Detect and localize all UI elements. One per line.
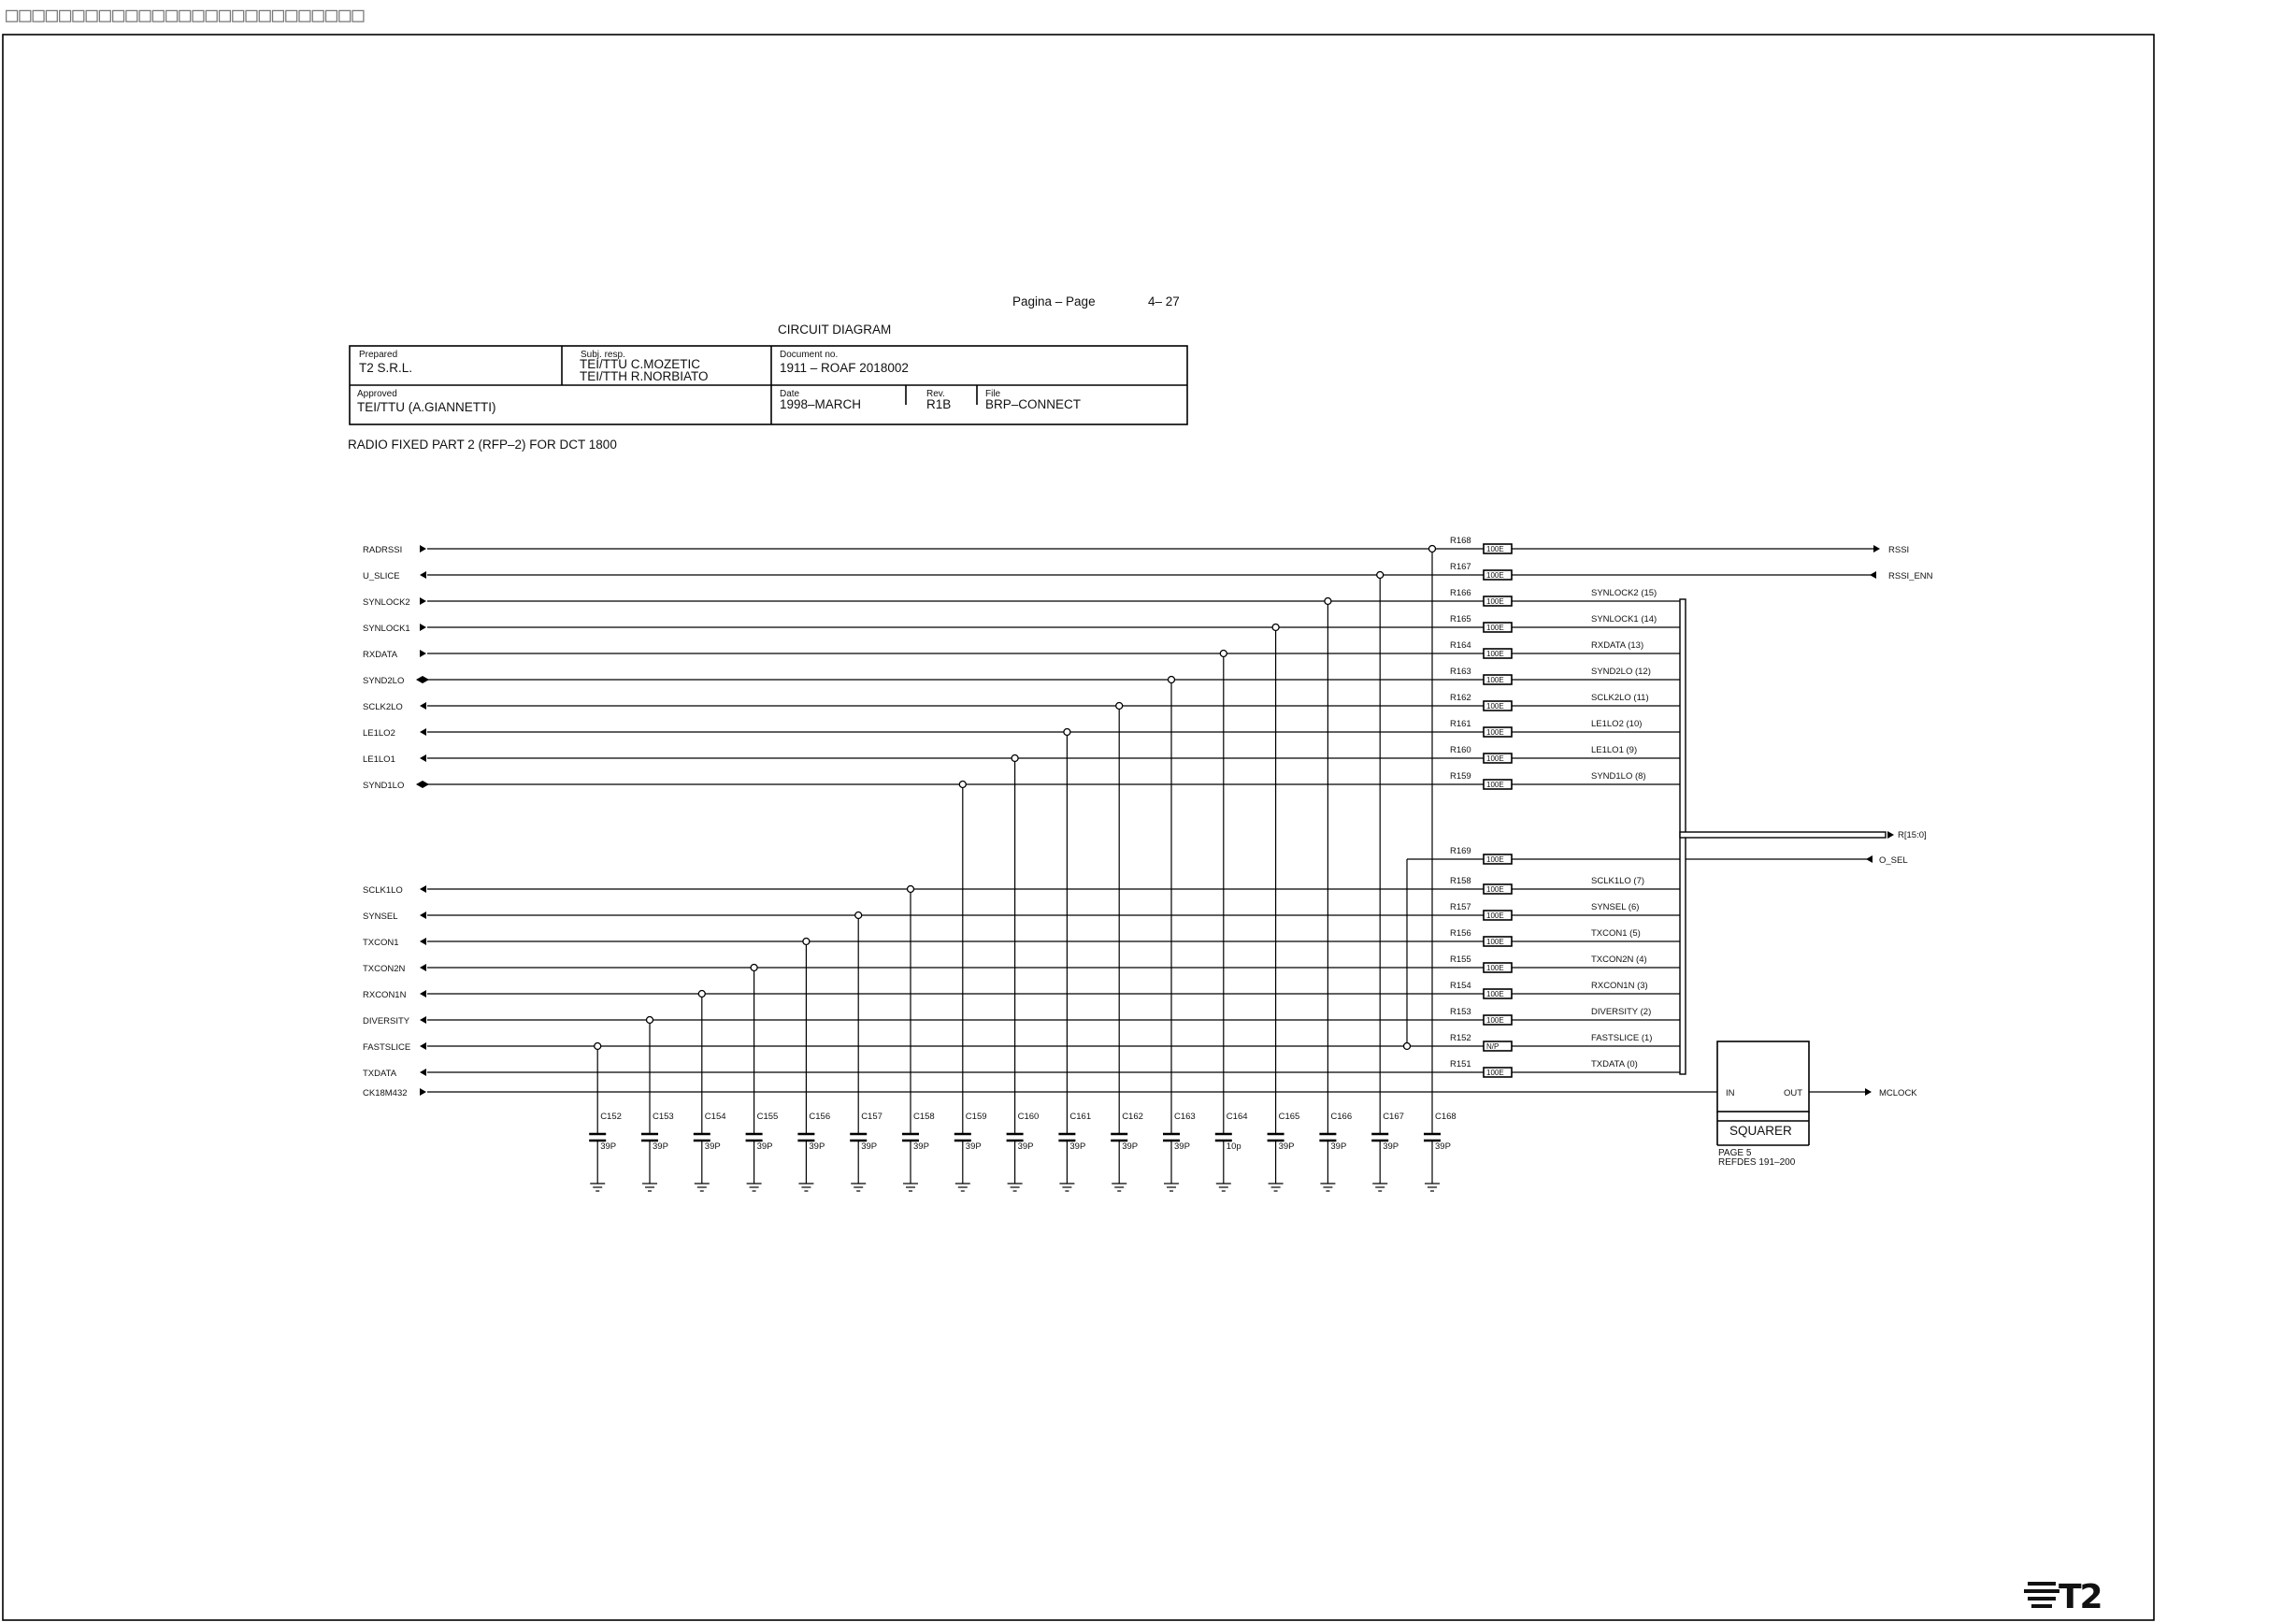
bus-label-txdata: TXDATA (0) bbox=[1591, 1059, 1638, 1069]
cap-ref-c162: C162 bbox=[1122, 1112, 1143, 1122]
junction-r169 bbox=[1404, 1043, 1411, 1050]
resistor-ref-r162: R162 bbox=[1450, 693, 1471, 703]
junction-c162 bbox=[1116, 703, 1123, 710]
resistor-ref-r156: R156 bbox=[1450, 928, 1471, 939]
resistor-ref-r154: R154 bbox=[1450, 981, 1471, 991]
cap-value-c163: 39P bbox=[1174, 1141, 1190, 1152]
bus-label-synd2lo: SYND2LO (12) bbox=[1591, 667, 1651, 677]
arrow-rxcon1n bbox=[420, 990, 426, 998]
junction-c167 bbox=[1377, 572, 1384, 579]
cap-ref-c155: C155 bbox=[756, 1112, 779, 1122]
net-label-rxcon1n: RXCON1N bbox=[363, 990, 407, 1000]
arrow-mclock bbox=[1865, 1088, 1872, 1096]
resistor-value-r164: 100E bbox=[1486, 650, 1504, 658]
cap-value-c165: 39P bbox=[1278, 1141, 1295, 1152]
squarer-in: IN bbox=[1726, 1088, 1735, 1098]
t2-logo bbox=[2024, 1578, 2102, 1616]
cap-value-c155: 39P bbox=[756, 1141, 773, 1152]
file-value: BRP–CONNECT bbox=[985, 397, 1082, 411]
resistor-value-r166: 100E bbox=[1486, 597, 1504, 606]
cap-ref-c161: C161 bbox=[1069, 1112, 1092, 1122]
junction-c160 bbox=[1012, 755, 1018, 762]
cap-value-c168: 39P bbox=[1435, 1141, 1451, 1152]
arrow-sclk1lo bbox=[420, 885, 426, 893]
net-label-le1lo2: LE1LO2 bbox=[363, 728, 395, 739]
resistor-value-r169: 100E bbox=[1486, 855, 1504, 864]
page-number: 4– 27 bbox=[1148, 294, 1180, 309]
net-label-synlock2: SYNLOCK2 bbox=[363, 597, 410, 608]
arrow-diversity bbox=[420, 1016, 426, 1024]
arrow-rssi_enn bbox=[1870, 571, 1876, 579]
port-rssi: RSSI bbox=[1888, 545, 1910, 555]
bus-label-rxcon1n: RXCON1N (3) bbox=[1591, 981, 1648, 991]
resistor-ref-r169: R169 bbox=[1450, 846, 1471, 856]
arrow-rxdata bbox=[420, 650, 426, 657]
net-label-synd1lo: SYND1LO bbox=[363, 781, 405, 791]
resistor-ref-r157: R157 bbox=[1450, 902, 1471, 912]
resistor-value-r156: 100E bbox=[1486, 938, 1504, 946]
junction-c168 bbox=[1429, 546, 1436, 553]
resistor-value-r160: 100E bbox=[1486, 754, 1504, 763]
junction-c157 bbox=[855, 912, 862, 919]
net-label-synlock1: SYNLOCK1 bbox=[363, 624, 410, 634]
arrow-synlock2 bbox=[420, 597, 426, 605]
cap-ref-c164: C164 bbox=[1226, 1112, 1248, 1122]
cap-value-c162: 39P bbox=[1122, 1141, 1139, 1152]
cap-ref-c156: C156 bbox=[809, 1112, 831, 1122]
arrow-bus-out bbox=[1887, 831, 1894, 839]
cap-ref-c165: C165 bbox=[1278, 1112, 1300, 1122]
resistor-value-r152: N/P bbox=[1486, 1042, 1500, 1051]
resistor-value-r153: 100E bbox=[1486, 1016, 1504, 1025]
bus-label-synlock2: SYNLOCK2 (15) bbox=[1591, 588, 1657, 598]
page-label: Pagina – Page bbox=[1012, 294, 1096, 309]
squarer-page: PAGE 5 bbox=[1718, 1148, 1752, 1158]
squarer-block bbox=[1717, 1041, 1809, 1168]
net-label-radrssi: RADRSSI bbox=[363, 545, 403, 555]
cap-ref-c166: C166 bbox=[1330, 1112, 1353, 1122]
bus-label-le1lo2: LE1LO2 (10) bbox=[1591, 719, 1643, 729]
schematic-wires bbox=[427, 549, 1873, 1184]
bus-label-txcon1: TXCON1 (5) bbox=[1591, 928, 1641, 939]
resistor-ref-r167: R167 bbox=[1450, 562, 1471, 572]
date-label: Date bbox=[780, 389, 800, 399]
cap-ref-c152: C152 bbox=[600, 1112, 622, 1122]
title-block-title: CIRCUIT DIAGRAM bbox=[778, 323, 892, 337]
junction-c152 bbox=[595, 1043, 601, 1050]
arrow-in-synd1lo bbox=[416, 781, 423, 788]
file-label: File bbox=[985, 389, 1001, 399]
resistor-value-r165: 100E bbox=[1486, 624, 1504, 632]
bus-label-synd1lo: SYND1LO (8) bbox=[1591, 771, 1646, 782]
cap-value-c157: 39P bbox=[861, 1141, 878, 1152]
junction-c158 bbox=[908, 886, 914, 893]
resistor-value-r168: 100E bbox=[1486, 545, 1504, 553]
cap-ref-c160: C160 bbox=[1017, 1112, 1040, 1122]
arrow-txcon2n bbox=[420, 964, 426, 971]
header-strip: □□□□□□□□□□□□□□□□□□□□□□□□□□□ bbox=[6, 4, 366, 27]
arrow-txdata bbox=[420, 1069, 426, 1076]
resistor-value-r151: 100E bbox=[1486, 1069, 1504, 1077]
resistor-value-r161: 100E bbox=[1486, 728, 1504, 737]
junction-c165 bbox=[1272, 624, 1279, 631]
rev-value: R1B bbox=[926, 397, 952, 411]
resistor-ref-r168: R168 bbox=[1450, 536, 1471, 546]
cap-value-c154: 39P bbox=[704, 1141, 721, 1152]
arrow-in-synd2lo bbox=[416, 676, 423, 683]
bus-label-sclk2lo: SCLK2LO (11) bbox=[1591, 693, 1649, 703]
net-label-synsel: SYNSEL bbox=[363, 911, 398, 922]
resistor-value-r163: 100E bbox=[1486, 676, 1504, 684]
resistor-value-r157: 100E bbox=[1486, 911, 1504, 920]
resistor-ref-r158: R158 bbox=[1450, 876, 1471, 886]
diagram-subtitle: RADIO FIXED PART 2 (RFP–2) FOR DCT 1800 bbox=[348, 438, 617, 452]
cap-value-c152: 39P bbox=[600, 1141, 617, 1152]
net-label-fastslice: FASTSLICE bbox=[363, 1042, 411, 1053]
junction-c161 bbox=[1064, 729, 1070, 736]
cap-ref-c158: C158 bbox=[913, 1112, 935, 1122]
arrow-txcon1 bbox=[420, 938, 426, 945]
resistor-value-r167: 100E bbox=[1486, 571, 1504, 580]
arrow-sclk2lo bbox=[420, 702, 426, 710]
junction-c153 bbox=[647, 1017, 653, 1024]
cap-value-c161: 39P bbox=[1069, 1141, 1086, 1152]
net-label-txcon1: TXCON1 bbox=[363, 938, 399, 948]
net-label-sclk1lo: SCLK1LO bbox=[363, 885, 403, 896]
resistor-value-r158: 100E bbox=[1486, 885, 1504, 894]
cap-value-c164: 10p bbox=[1226, 1141, 1241, 1152]
junction-c163 bbox=[1169, 677, 1175, 683]
resistor-ref-r160: R160 bbox=[1450, 745, 1471, 755]
docno-label: Document no. bbox=[780, 350, 839, 360]
resistor-ref-r161: R161 bbox=[1450, 719, 1471, 729]
bus-label-le1lo1: LE1LO1 (9) bbox=[1591, 745, 1638, 755]
cap-ref-c157: C157 bbox=[861, 1112, 883, 1122]
approved-label: Approved bbox=[357, 389, 397, 399]
net-label-txdata: TXDATA bbox=[363, 1069, 397, 1079]
subj-label: Subj. resp. bbox=[581, 350, 625, 360]
schematic-parts bbox=[363, 536, 1933, 1191]
cap-ref-c163: C163 bbox=[1174, 1112, 1196, 1122]
cap-value-c166: 39P bbox=[1330, 1141, 1347, 1152]
resistor-ref-r151: R151 bbox=[1450, 1059, 1471, 1069]
resistor-ref-r166: R166 bbox=[1450, 588, 1471, 598]
net-label-u_slice: U_SLICE bbox=[363, 571, 400, 581]
resistor-ref-r153: R153 bbox=[1450, 1007, 1471, 1017]
resistor-value-r162: 100E bbox=[1486, 702, 1504, 711]
arrow-rssi bbox=[1873, 545, 1880, 553]
port-o-sel: O_SEL bbox=[1879, 855, 1908, 866]
resistor-ref-r164: R164 bbox=[1450, 640, 1471, 651]
resistor-ref-r163: R163 bbox=[1450, 667, 1471, 677]
prepared-label: Prepared bbox=[359, 350, 398, 360]
bus-output bbox=[1680, 832, 1886, 838]
bus-label-synlock1: SYNLOCK1 (14) bbox=[1591, 614, 1657, 624]
cap-ref-c153: C153 bbox=[653, 1112, 674, 1122]
rev-label: Rev. bbox=[926, 389, 945, 399]
net-label-sclk2lo: SCLK2LO bbox=[363, 702, 403, 712]
bus-label-synsel: SYNSEL (6) bbox=[1591, 902, 1640, 912]
cap-ref-c154: C154 bbox=[704, 1112, 726, 1122]
cap-value-c158: 39P bbox=[913, 1141, 929, 1152]
resistor-ref-r159: R159 bbox=[1450, 771, 1471, 782]
arrow-o-sel bbox=[1866, 855, 1873, 863]
bus-label-fastslice: FASTSLICE (1) bbox=[1591, 1033, 1653, 1043]
squarer-name: SQUARER bbox=[1729, 1124, 1792, 1138]
arrow-u_slice bbox=[420, 571, 426, 579]
cap-value-c156: 39P bbox=[809, 1141, 825, 1152]
bus-label-txcon2n: TXCON2N (4) bbox=[1591, 955, 1647, 965]
resistor-value-r154: 100E bbox=[1486, 990, 1504, 998]
cap-ref-c168: C168 bbox=[1435, 1112, 1457, 1122]
resistor-value-r159: 100E bbox=[1486, 781, 1504, 789]
junction-c155 bbox=[751, 965, 757, 971]
squarer-refdes: REFDES 191–200 bbox=[1718, 1157, 1796, 1168]
junction-c166 bbox=[1325, 598, 1331, 605]
subj-line2: TEI/TTH R.NORBIATO bbox=[580, 369, 709, 383]
cap-value-c167: 39P bbox=[1383, 1141, 1399, 1152]
arrow-out-synd1lo bbox=[423, 781, 429, 788]
bus-label-diversity: DIVERSITY (2) bbox=[1591, 1007, 1652, 1017]
arrow-le1lo1 bbox=[420, 754, 426, 762]
arrow-ck18m432 bbox=[420, 1088, 426, 1096]
arrow-radrssi bbox=[420, 545, 426, 553]
junction-c156 bbox=[803, 939, 810, 945]
port-mclock: MCLOCK bbox=[1879, 1088, 1917, 1098]
bus-label-sclk1lo: SCLK1LO (7) bbox=[1591, 876, 1645, 886]
junction-c159 bbox=[959, 782, 966, 788]
resistor-ref-r152: R152 bbox=[1450, 1033, 1471, 1043]
arrow-le1lo2 bbox=[420, 728, 426, 736]
date-value: 1998–MARCH bbox=[780, 397, 862, 411]
net-label-txcon2n: TXCON2N bbox=[363, 964, 406, 974]
bus-label-rxdata: RXDATA (13) bbox=[1591, 640, 1644, 651]
junction-c154 bbox=[698, 991, 705, 998]
subj-line1: TEI/TTU C.MOZETIC bbox=[580, 357, 700, 371]
resistor-ref-r155: R155 bbox=[1450, 955, 1471, 965]
cap-ref-c159: C159 bbox=[965, 1112, 987, 1122]
title-block bbox=[350, 323, 1187, 424]
port-rssi_enn: RSSI_ENN bbox=[1888, 571, 1933, 581]
resistor-ref-r165: R165 bbox=[1450, 614, 1471, 624]
cap-value-c159: 39P bbox=[965, 1141, 982, 1152]
t2-logo-text: T2 bbox=[2059, 1578, 2102, 1616]
net-label-ck18m432: CK18M432 bbox=[363, 1088, 408, 1098]
net-label-synd2lo: SYND2LO bbox=[363, 676, 405, 686]
net-label-rxdata: RXDATA bbox=[363, 650, 398, 660]
arrow-out-synd2lo bbox=[423, 676, 429, 683]
approved-value: TEI/TTU (A.GIANNETTI) bbox=[357, 400, 496, 414]
cap-value-c153: 39P bbox=[653, 1141, 668, 1152]
cap-ref-c167: C167 bbox=[1383, 1112, 1404, 1122]
resistor-value-r155: 100E bbox=[1486, 964, 1504, 972]
cap-value-c160: 39P bbox=[1017, 1141, 1034, 1152]
net-label-le1lo1: LE1LO1 bbox=[363, 754, 395, 765]
docno-value: 1911 – ROAF 2018002 bbox=[780, 361, 909, 375]
arrow-synsel bbox=[420, 911, 426, 919]
sheet-border bbox=[3, 35, 2154, 1620]
net-label-diversity: DIVERSITY bbox=[363, 1016, 410, 1026]
junction-c164 bbox=[1220, 651, 1227, 657]
prepared-value: T2 S.R.L. bbox=[359, 361, 413, 375]
port-bus-out: R[15:0] bbox=[1898, 830, 1927, 840]
squarer-out: OUT bbox=[1784, 1088, 1803, 1098]
arrow-synlock1 bbox=[420, 624, 426, 631]
arrow-fastslice bbox=[420, 1042, 426, 1050]
